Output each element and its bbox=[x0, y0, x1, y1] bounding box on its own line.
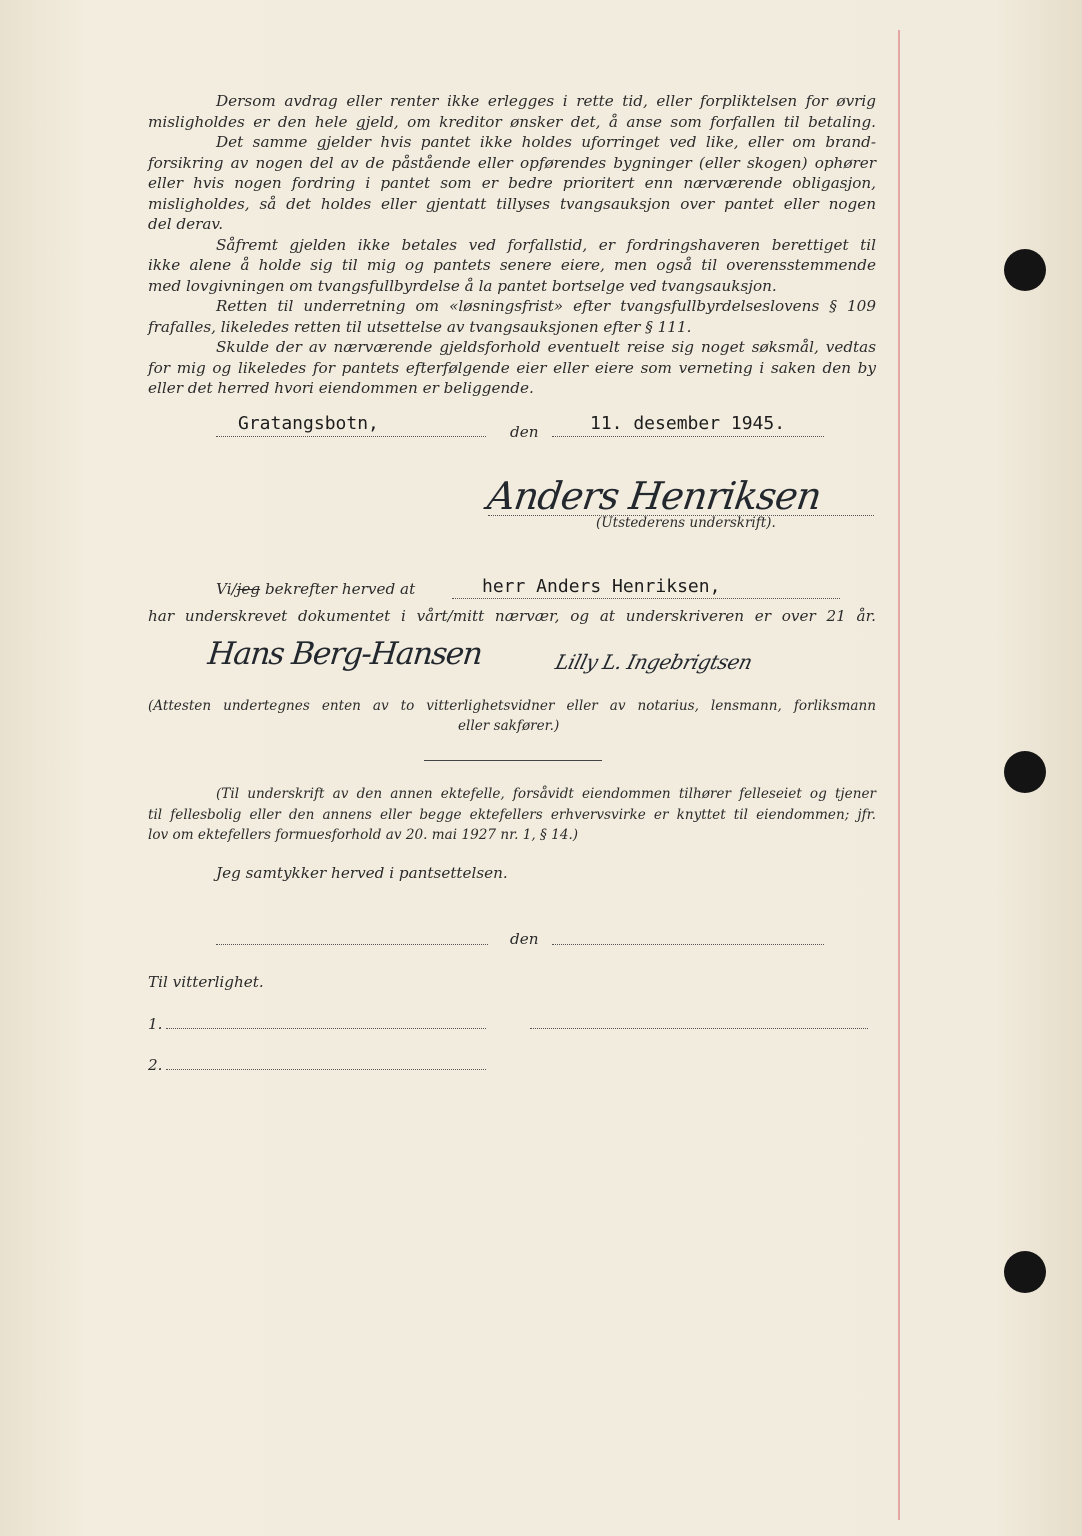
punch-hole bbox=[1004, 249, 1046, 291]
text-line: frafalles, likeledes retten til utsettelse av tvangsauksjonen efter § 111. bbox=[148, 317, 692, 336]
text-line: eller hvis nogen fordring i pantet som er bedre prioritert enn nærværende obligasjon, bbox=[148, 174, 876, 192]
attestation-prefix bbox=[216, 580, 415, 598]
den-label: den bbox=[510, 423, 539, 441]
punch-hole bbox=[1004, 751, 1046, 793]
person-line bbox=[452, 598, 840, 599]
consent-place-line bbox=[216, 944, 488, 945]
witness-signature-2: Lilly L. Ingebrigtsen bbox=[553, 650, 755, 674]
text-line: Det samme gjelder hvis pantet ikke holdes uforringet ved like, eller om brand- bbox=[216, 133, 876, 151]
attested-person: herr Anders Henriksen, bbox=[482, 576, 721, 597]
witness-section-title: Til vitterlighet. bbox=[148, 973, 264, 991]
text-line: Dersom avdrag eller renter ikke erlegges i rette tid, eller forpliktelsen for øvrig bbox=[216, 92, 876, 110]
date-line bbox=[552, 436, 824, 437]
attestation-note bbox=[148, 696, 876, 736]
text-line: har underskrevet dokumentet i vårt/mitt nærvær, og at underskriveren er over 21 år. bbox=[148, 607, 876, 625]
punch-hole bbox=[1004, 1251, 1046, 1293]
text-line: lov om ektefellers formuesforhold av 20. mai 1927 nr. 1, § 14.) bbox=[148, 827, 579, 843]
text-line: forsikring av nogen del av de påstående eller opførendes bygninger (eller skogen) ophører bbox=[148, 153, 876, 172]
text-line: Såfremt gjelden ikke betales ved forfallstid, er fordringshaveren berettiget til bbox=[216, 235, 876, 254]
issuer-signature: Anders Henriksen bbox=[484, 474, 824, 518]
text-line: (Attesten undertegnes enten av to vitterlighetsvidner eller av notarius, lensmann, forliksmann bbox=[148, 698, 876, 714]
witness-line-2a bbox=[166, 1069, 486, 1070]
attestation-text: bekrefter herved at bbox=[264, 580, 416, 598]
witness-number-2: 2. bbox=[148, 1056, 163, 1074]
consent-date-line bbox=[552, 944, 824, 945]
struck-jeg: jeg bbox=[236, 580, 261, 598]
vi-prefix: Vi/ bbox=[216, 580, 237, 598]
place-text: Gratangsbotn, bbox=[238, 413, 379, 434]
signature-caption: (Utstederens underskrift). bbox=[596, 515, 776, 531]
text-line: misligholdes er den hele gjeld, om kreditor ønsker det, å anse som forfallen til betaling. bbox=[148, 112, 876, 131]
consent-den-label: den bbox=[510, 930, 539, 948]
text-line: eller det herred hvori eiendommen er beliggende. bbox=[148, 379, 534, 397]
text-line: misligholdes, så det holdes eller gjentatt tillyses tvangsauksjon over pantet eller nogen bbox=[148, 194, 876, 213]
consent-text: Jeg samtykker herved i pantsettelsen. bbox=[216, 864, 508, 882]
text-line: ikke alene å holde sig til mig og pantets senere eiere, men også til overensstemmende bbox=[148, 256, 876, 274]
witness-line-1b bbox=[530, 1028, 868, 1029]
text-line: del derav. bbox=[148, 215, 224, 233]
terms-block bbox=[148, 91, 876, 399]
witness-line-1a bbox=[166, 1028, 486, 1029]
text-line: med lovgivningen om tvangsfullbyrdelse å la pantet bortselge ved tvangsauksjon. bbox=[148, 276, 777, 295]
text-line: Retten til underretning om «løsningsfrist» efter tvangsfullbyrdelseslovens § 109 bbox=[216, 297, 876, 315]
text-line: (Til underskrift av den annen ektefelle, forsåvidt eiendommen tilhører felleseiet og tjener bbox=[216, 786, 876, 802]
attestation-line-2 bbox=[148, 606, 876, 627]
margin-line bbox=[898, 30, 900, 1520]
separator-rule bbox=[424, 760, 602, 761]
witness-signature-1: Hans Berg-Hansen bbox=[206, 636, 484, 672]
date-text: 11. desember 1945. bbox=[590, 413, 786, 434]
text-line: for mig og likeledes for pantets efterfølgende eier eller eiere som verneting i saken den by bbox=[148, 358, 876, 377]
witness-number-1: 1. bbox=[148, 1015, 163, 1033]
text-line: Skulde der av nærværende gjeldsforhold eventuelt reise sig noget søksmål, vedtas bbox=[216, 338, 876, 356]
spouse-note bbox=[148, 784, 876, 846]
text-line: eller sakfører.) bbox=[458, 718, 560, 734]
place-line bbox=[216, 436, 486, 437]
text-line: til fellesbolig eller den annens eller begge ektefellers erhvervsvirke er knyttet til eiendommen; jfr. bbox=[148, 806, 876, 823]
